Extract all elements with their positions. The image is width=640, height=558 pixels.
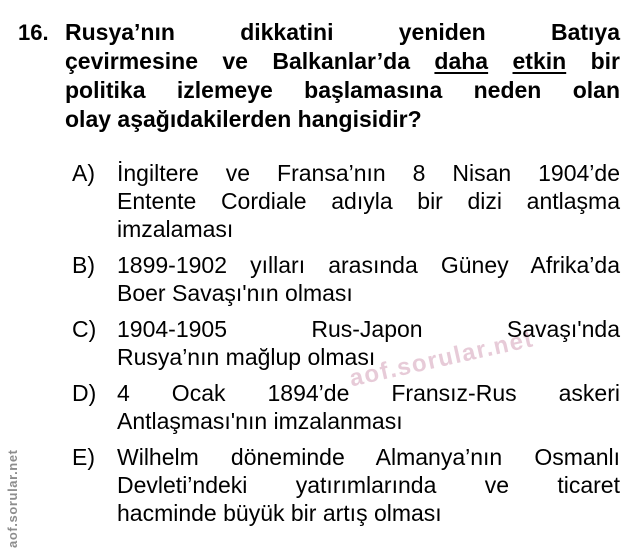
option-line: Boer Savaşı'nın olması	[117, 280, 353, 306]
underlined-text: etkin	[512, 48, 567, 74]
option-line: 4 Ocak 1894’de Fransız-Rus askeri	[117, 380, 620, 406]
question-segment: olay aşağıdakilerden hangisidir?	[65, 106, 422, 132]
option-text	[117, 443, 620, 527]
option-line: Entente Cordiale adıyla bir dizi antlaşma	[117, 188, 620, 214]
option-label: A)	[72, 160, 95, 186]
option-row	[18, 251, 620, 307]
question-text	[65, 18, 620, 134]
option-label: C)	[72, 316, 97, 342]
question-segment: Rusya’nın dikkatini yeniden Batıya	[65, 19, 620, 45]
option-text	[117, 315, 620, 371]
option-line: Antlaşması'nın imzalanması	[117, 408, 403, 434]
question-line	[65, 105, 620, 134]
option-row	[18, 159, 620, 243]
question-line	[65, 47, 620, 76]
watermark-side: aof.sorular.net	[5, 449, 20, 548]
option-text	[117, 379, 620, 435]
options-list	[18, 159, 620, 527]
option-line: İngiltere ve Fransa’nın 8 Nisan 1904’de	[117, 160, 620, 186]
option-row	[18, 443, 620, 527]
option-line: 1904-1905 Rus-Japon Savaşı'nda	[117, 316, 620, 342]
option-text	[117, 159, 620, 243]
question-content	[18, 18, 620, 527]
underlined-text: daha	[434, 48, 489, 74]
option-label: B)	[72, 252, 95, 278]
question-segment	[488, 48, 512, 74]
option-line: Rusya’nın mağlup olması	[117, 344, 376, 370]
question-segment: politika izlemeye başlamasına neden olan	[65, 77, 620, 103]
watermark-center: aof.sorular.net	[347, 325, 537, 393]
option-text	[117, 251, 620, 307]
question-line	[65, 18, 620, 47]
option-row	[18, 315, 620, 371]
option-row	[18, 379, 620, 435]
question-number: 16.	[18, 20, 49, 45]
option-label: E)	[72, 444, 95, 470]
question-line	[65, 76, 620, 105]
question-segment: bir	[566, 48, 620, 74]
option-line: Wilhelm döneminde Almanya’nın Osmanlı	[117, 444, 620, 470]
option-line: Devleti’ndeki yatırımlarında ve ticaret	[117, 472, 620, 498]
option-line: imzalaması	[117, 216, 234, 242]
option-line: hacminde büyük bir artış olması	[117, 500, 442, 526]
option-line: 1899-1902 yılları arasında Güney Afrika’da	[117, 252, 620, 278]
option-label: D)	[72, 380, 97, 406]
question-row	[18, 18, 620, 134]
question-segment: çevirmesine ve Balkanlar’da	[65, 48, 435, 74]
